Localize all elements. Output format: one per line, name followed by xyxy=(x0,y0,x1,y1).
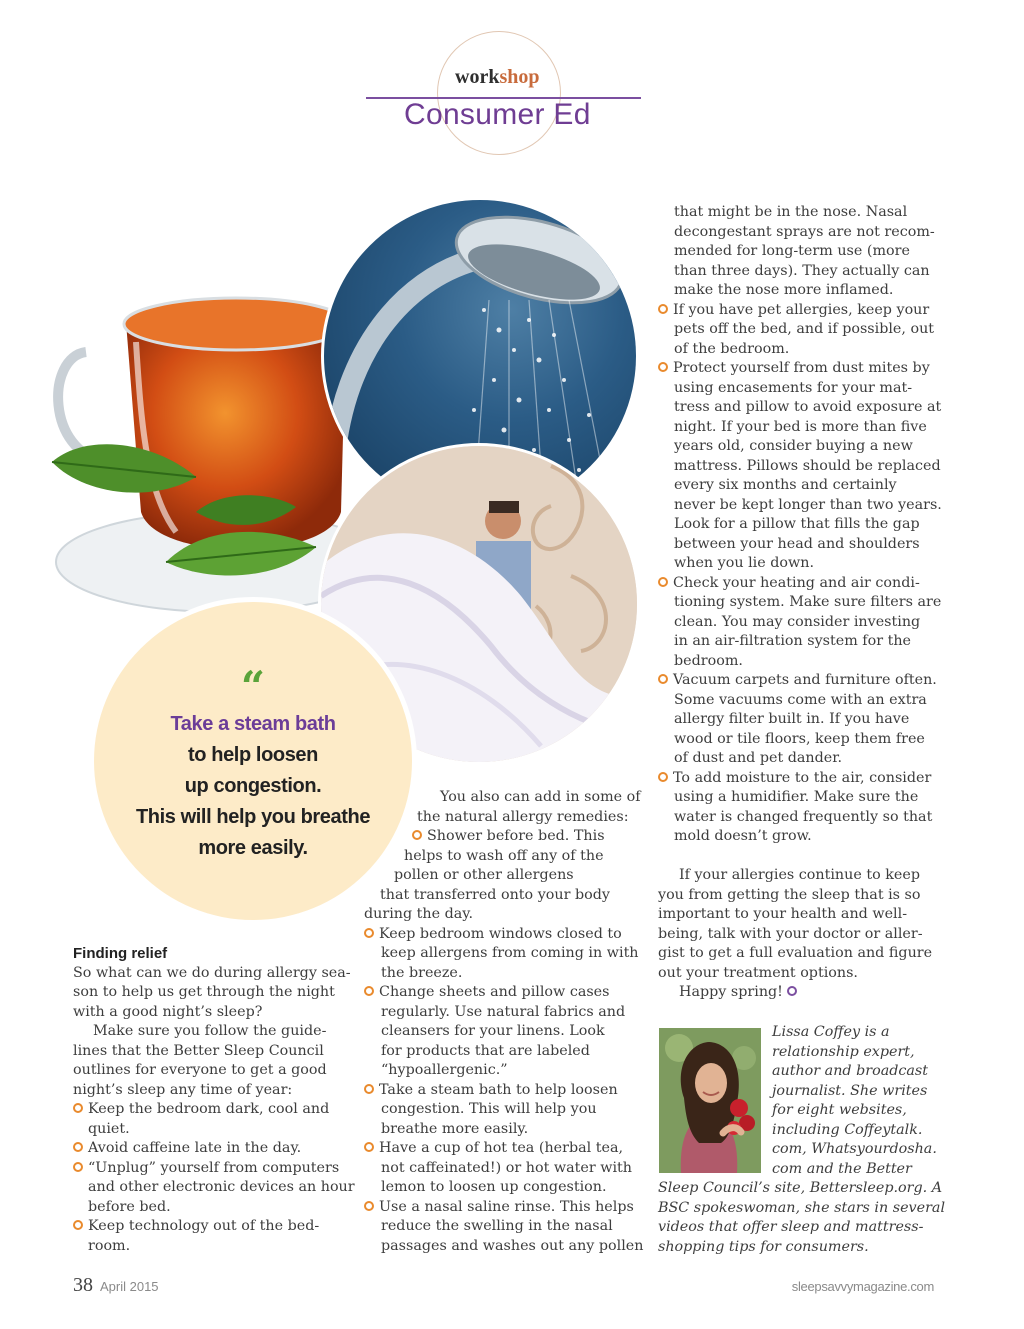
text-line: of dust and pet dander. xyxy=(674,750,843,766)
section-heading: Finding relief xyxy=(73,945,168,962)
text-line: To add moisture to the air, consider xyxy=(673,769,932,786)
pull-quote-line: Take a steam bath xyxy=(170,713,336,735)
magazine-url: sleepsavvymagazine.com xyxy=(791,1279,934,1294)
text-line: Protect yourself from dust mites by xyxy=(673,360,930,376)
text-line: outlines for everyone to get a good xyxy=(73,1062,327,1078)
text-line: keep allergens from coming in with xyxy=(381,945,639,961)
text-line: Vacuum carpets and furniture often. xyxy=(673,672,937,688)
text-line: that transferred onto your body xyxy=(380,886,610,903)
text-line: mold doesn’t grow. xyxy=(674,828,812,844)
section-title: Consumer Ed xyxy=(404,98,591,131)
text-line: Happy spring! xyxy=(679,984,783,1000)
bio-line: com, Whatsyourdosha. xyxy=(772,1141,937,1157)
bullet-icon xyxy=(364,1201,374,1211)
text-line: helps to wash off any of the xyxy=(404,847,604,864)
text-line: pollen or other allergens xyxy=(394,867,574,883)
article-column-3 xyxy=(658,203,948,1003)
text-line: Keep the bedroom dark, cool and xyxy=(88,1101,330,1117)
bullet-icon xyxy=(73,1142,83,1152)
quote-mark-icon: “ xyxy=(240,662,266,711)
bullet-icon xyxy=(73,1162,83,1172)
text-line: the breeze. xyxy=(381,964,463,981)
bio-line: relationship expert, xyxy=(772,1043,915,1060)
text-line: room. xyxy=(88,1237,131,1254)
bullet-icon xyxy=(364,928,374,938)
text-line: passages and washes out any pollen xyxy=(381,1237,644,1254)
text-line: “hypoallergenic.” xyxy=(381,1062,508,1078)
text-line: every six months and certainly xyxy=(674,477,897,493)
text-line: Look for a pillow that fills the gap xyxy=(674,516,920,532)
issue-date: April 2015 xyxy=(100,1279,159,1294)
bio-line: for eight websites, xyxy=(772,1102,907,1118)
section-kicker xyxy=(455,66,539,89)
text-line: Make sure you follow the guide- xyxy=(93,1023,327,1039)
text-line: when you lie down. xyxy=(674,555,814,571)
end-mark-icon xyxy=(787,986,797,996)
text-line: with a good night’s sleep? xyxy=(73,1003,263,1020)
text-line: that might be in the nose. Nasal xyxy=(674,204,908,220)
bullet-icon xyxy=(658,362,668,372)
bullet-icon xyxy=(364,986,374,996)
text-line: tress and pillow to avoid exposure at xyxy=(674,399,942,415)
header-circle-ornament xyxy=(437,31,561,155)
text-line: Check your heating and air condi- xyxy=(673,574,920,591)
text-line: make the nose more inflamed. xyxy=(674,282,894,298)
text-line: bedroom. xyxy=(674,652,743,669)
text-line: If your allergies continue to keep xyxy=(679,867,920,883)
bullet-icon xyxy=(658,674,668,684)
text-line: before bed. xyxy=(88,1198,171,1215)
text-line: lines that the Better Sleep Council xyxy=(73,1042,324,1059)
text-line: decongestant sprays are not recom- xyxy=(674,223,935,240)
text-line: wood or tile floors, keep them free xyxy=(674,730,925,747)
text-line: night. If your bed is more than five xyxy=(674,418,927,435)
text-line: mended for long-term use (more xyxy=(674,243,910,259)
pull-quote-line: more easily. xyxy=(198,837,308,859)
text-line: Have a cup of hot tea (herbal tea, xyxy=(379,1140,624,1156)
text-line: water is changed frequently so that xyxy=(674,808,933,825)
bullet-icon xyxy=(364,1084,374,1094)
bullet-icon xyxy=(412,830,422,840)
bio-line: com and the Better xyxy=(772,1160,912,1177)
kicker-shop: shop xyxy=(499,66,540,88)
article-column-1 xyxy=(73,944,353,1256)
text-line: night’s sleep any time of year: xyxy=(73,1081,293,1098)
bullet-icon xyxy=(73,1220,83,1230)
text-line: If you have pet allergies, keep your xyxy=(673,301,930,318)
text-line: and other electronic devices an hour xyxy=(88,1179,355,1195)
text-line: Change sheets and pillow cases xyxy=(379,984,610,1000)
text-line: regularly. Use natural fabrics and xyxy=(381,1003,626,1020)
bio-line: Sleep Council’s site, Bettersleep.org. A xyxy=(658,1180,943,1196)
article-column-2 xyxy=(364,788,644,1256)
text-line: So what can we do during allergy sea- xyxy=(73,964,351,981)
text-line: “Unplug” yourself from computers xyxy=(88,1159,340,1176)
text-line: the natural allergy remedies: xyxy=(417,808,629,825)
bullet-icon xyxy=(73,1103,83,1113)
bullet-icon xyxy=(364,1142,374,1152)
author-bio xyxy=(658,1023,948,1257)
text-line: for products that are labeled xyxy=(381,1042,590,1059)
bullet-icon xyxy=(658,304,668,314)
text-line: using a humidifier. Make sure the xyxy=(674,789,919,805)
text-line: during the day. xyxy=(364,906,474,922)
text-line: mattress. Pillows should be replaced xyxy=(674,457,941,474)
bullet-icon xyxy=(658,772,668,782)
bio-line: including Coffeytalk. xyxy=(772,1121,923,1138)
text-line: of the bedroom. xyxy=(674,340,790,357)
text-line: Use a nasal saline rinse. This helps xyxy=(379,1198,634,1215)
bullet-icon xyxy=(658,577,668,587)
text-line: Keep technology out of the bed- xyxy=(88,1218,320,1234)
text-line: Avoid caffeine late in the day. xyxy=(88,1140,302,1156)
text-line: Keep bedroom windows closed to xyxy=(379,925,622,942)
bio-line: shopping tips for consumers. xyxy=(658,1238,869,1255)
text-line: lemon to loosen up congestion. xyxy=(381,1179,607,1195)
text-line: son to help us get through the night xyxy=(73,984,335,1000)
text-line: You also can add in some of xyxy=(440,789,641,805)
text-line: out your treatment options. xyxy=(658,964,858,981)
text-line: you from getting the sleep that is so xyxy=(658,886,921,903)
text-line: important to your health and well- xyxy=(658,906,908,922)
text-line: being, talk with your doctor or aller- xyxy=(658,925,923,942)
spacer xyxy=(658,847,948,867)
text-line: congestion. This will help you xyxy=(381,1101,597,1117)
text-line: than three days). They actually can xyxy=(674,262,930,279)
text-line: Shower before bed. This xyxy=(427,828,605,844)
bio-line: BSC spokeswoman, she stars in several xyxy=(658,1199,946,1216)
text-line: clean. You may consider investing xyxy=(674,613,921,630)
text-line: gist to get a full evaluation and figure xyxy=(658,945,933,961)
pull-quote-line: to help loosen xyxy=(188,744,318,766)
text-line: not caffeinated!) or hot water with xyxy=(381,1159,632,1176)
bio-line: videos that offer sleep and mattress- xyxy=(658,1219,924,1235)
page-number: 38 xyxy=(73,1274,93,1296)
text-line: breathe more easily. xyxy=(381,1120,529,1137)
text-line: years old, consider buying a new xyxy=(674,438,913,454)
bio-line: author and broadcast xyxy=(772,1063,928,1079)
text-line: tioning system. Make sure filters are xyxy=(674,594,942,610)
text-line: reduce the swelling in the nasal xyxy=(381,1218,613,1234)
text-line: pets off the bed, and if possible, out xyxy=(674,321,935,337)
text-line: Take a steam bath to help loosen xyxy=(379,1081,618,1098)
kicker-work: work xyxy=(455,66,500,88)
text-line: in an air-filtration system for the xyxy=(674,633,912,649)
pull-quote-line: up congestion. xyxy=(184,775,322,797)
bio-line: Lissa Coffey is a xyxy=(772,1024,890,1040)
pull-quote-line: This will help you breathe xyxy=(135,806,371,828)
text-line: between your head and shoulders xyxy=(674,535,920,552)
text-line: using encasements for your mat- xyxy=(674,379,913,396)
bio-line: journalist. She writes xyxy=(772,1082,928,1099)
text-line: allergy filter built in. If you have xyxy=(674,711,910,727)
text-line: quiet. xyxy=(88,1120,130,1137)
text-line: Some vacuums come with an extra xyxy=(674,691,927,708)
text-line: never be kept longer than two years. xyxy=(674,496,942,513)
text-line: cleansers for your linens. Look xyxy=(381,1023,605,1039)
